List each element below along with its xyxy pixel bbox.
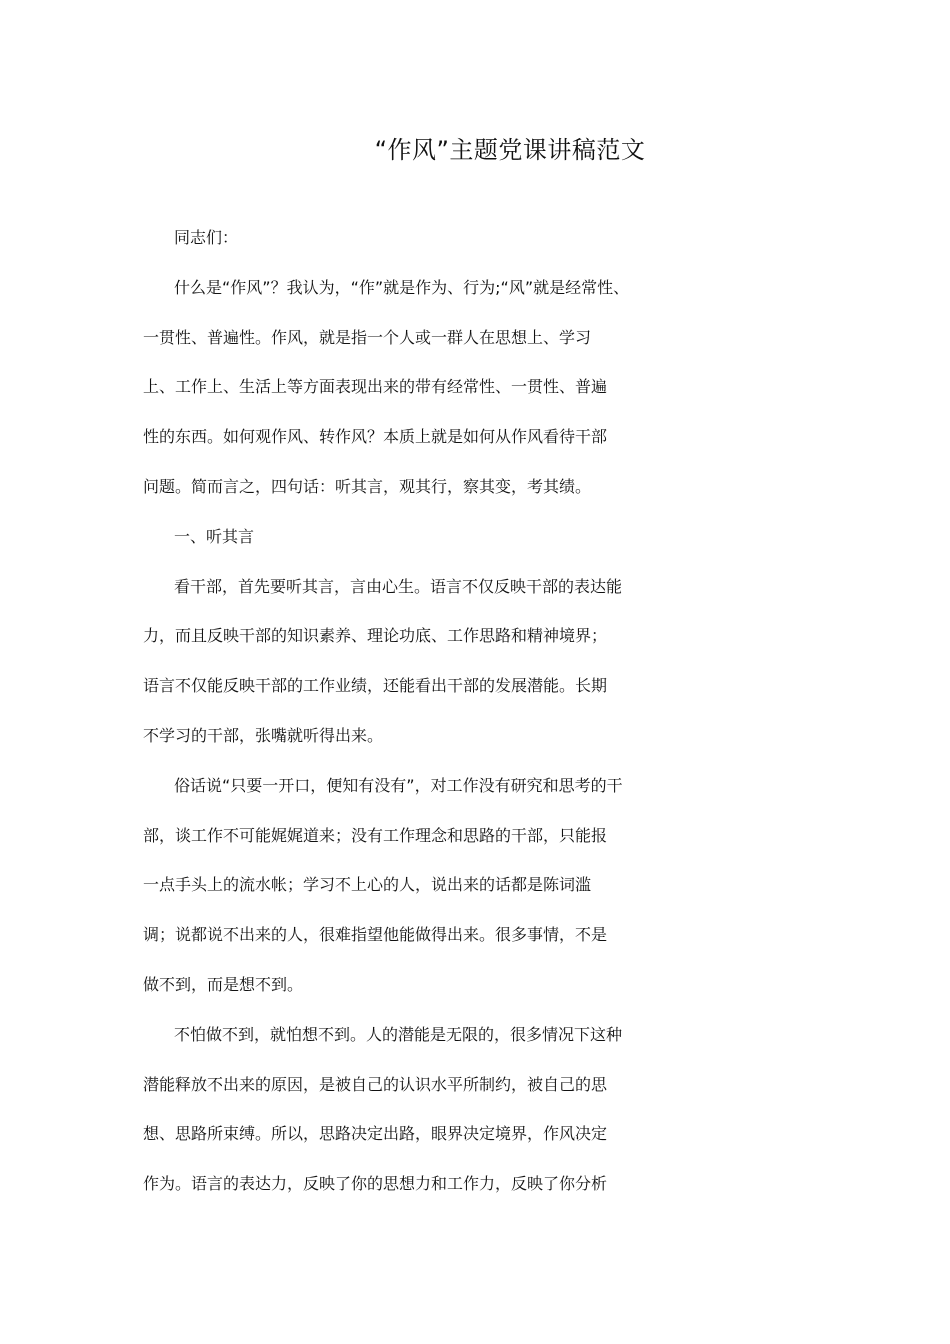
text-line: 什么是“作风”？我认为，“作”就是作为、行为;“风”就是经常性、 (174, 277, 630, 297)
text-line: 不学习的干部，张嘴就听得出来。 (143, 725, 384, 745)
text-line: 潜能释放不出来的原因，是被自己的认识水平所制约，被自己的思 (143, 1074, 608, 1094)
text-line: 作为。语言的表达力，反映了你的思想力和工作力，反映了你分析 (143, 1174, 608, 1194)
paragraph (143, 574, 808, 773)
section-heading (143, 524, 808, 574)
text-line: 俗话说“只要一开口，便知有没有”，对工作没有研究和思考的干 (174, 775, 623, 795)
text-line: 性的东西。如何观作风、转作风？本质上就是如何从作风看待干部 (143, 427, 608, 447)
document-body (143, 225, 808, 1221)
text-line: 不怕做不到，就怕想不到。人的潜能是无限的，很多情况下这种 (174, 1024, 623, 1044)
paragraph-salutation (143, 225, 808, 275)
text-line: 问题。简而言之，四句话：听其言，观其行，察其变，考其绩。 (143, 476, 592, 496)
text-line: 想、思路所束缚。所以，思路决定出路，眼界决定境界，作风决定 (143, 1124, 608, 1144)
text-line: 同志们： (174, 228, 239, 247)
text-line: 看干部，首先要听其言，言由心生。语言不仅反映干部的表达能 (174, 576, 623, 596)
text-line: 上、工作上、生活上等方面表现出来的带有经常性、一贯性、普遍 (143, 377, 608, 397)
text-line: 力，而且反映干部的知识素养、理论功底、工作思路和精神境界； (143, 626, 608, 646)
paragraph (143, 773, 808, 1022)
document-title: “作风”主题党课讲稿范文 (374, 136, 646, 164)
text-line: 语言不仅能反映干部的工作业绩，还能看出干部的发展潜能。长期 (143, 676, 608, 696)
text-line: 调；说都说不出来的人，很难指望他能做得出来。很多事情，不是 (143, 925, 608, 945)
text-line: 做不到，而是想不到。 (143, 974, 304, 994)
paragraph (143, 275, 808, 524)
text-line: 一贯性、普遍性。作风，就是指一个人或一群人在思想上、学习 (143, 327, 592, 347)
paragraph (143, 1022, 808, 1221)
heading-line: 一、听其言 (174, 526, 255, 546)
text-line: 一点手头上的流水帐；学习不上心的人，说出来的话都是陈词滥 (143, 875, 592, 895)
text-line: 部，谈工作不可能娓娓道来；没有工作理念和思路的干部，只能报 (143, 825, 608, 845)
